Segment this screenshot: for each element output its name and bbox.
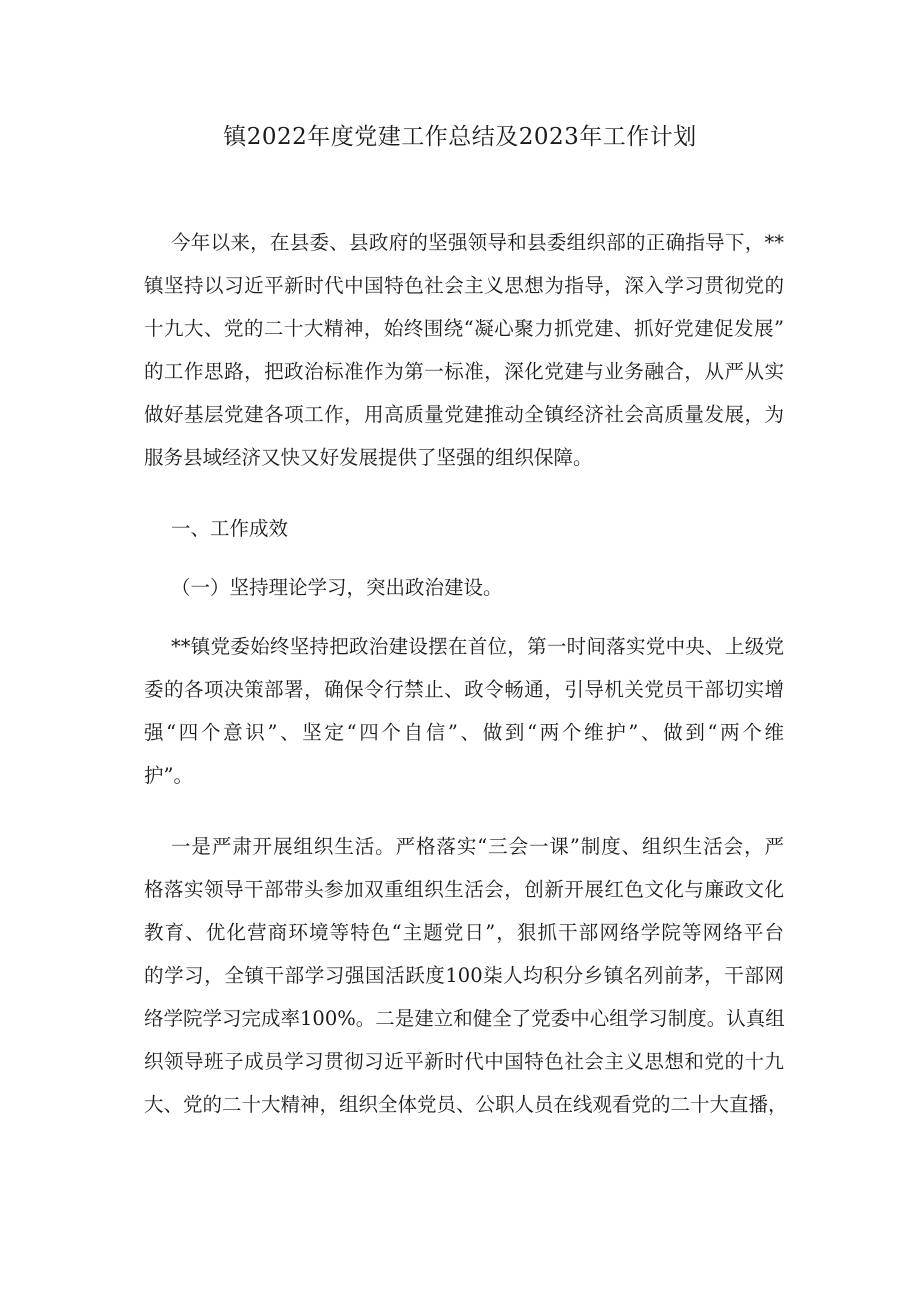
intro-line-4: 的工作思路，把政治标准作为第一标准，深化党建与业务融合，从严从实	[144, 360, 784, 383]
para2-line-2: 委的各项决策部署，确保令行禁止、政令畅通，引导机关党员干部切实增	[144, 678, 784, 701]
document-title: 镇2022年度党建工作总结及2023年工作计划	[223, 124, 697, 150]
para3-line-3: 教育、优化营商环境等特色“主题党日”，狠抓干部网络学院等网络平台	[144, 921, 784, 944]
intro-line-3: 十九大、党的二十大精神，始终围绕“凝心聚力抓党建、抓好党建促发展”	[144, 317, 784, 340]
para3-line-7: 大、党的二十大精神，组织全体党员、公职人员在线观看党的二十大直播，	[144, 1093, 788, 1116]
section-heading: 一、工作成效	[171, 517, 289, 540]
subsection-heading: （一）坚持理论学习，突出政治建设。	[171, 576, 503, 599]
para2-line-4: 护”。	[144, 764, 193, 787]
para3-line-2: 格落实领导干部带头参加双重组织生活会，创新开展红色文化与廉政文化	[144, 878, 784, 901]
intro-line-5: 做好基层党建各项工作，用高质量党建推动全镇经济社会高质量发展，为	[144, 403, 784, 426]
intro-line-6: 服务县域经济又快又好发展提供了坚强的组织保障。	[144, 446, 593, 469]
para2-line-1: **镇党委始终坚持把政治建设摆在首位，第一时间落实党中央、上级党	[171, 635, 784, 658]
para3-line-1: 一是严肃开展组织生活。严格落实“三会一课”制度、组织生活会，严	[171, 835, 784, 858]
para3-line-6: 织领导班子成员学习贯彻习近平新时代中国特色社会主义思想和党的十九	[144, 1050, 784, 1073]
intro-line-1: 今年以来，在县委、县政府的坚强领导和县委组织部的正确指导下，**	[171, 231, 784, 254]
intro-line-2: 镇坚持以习近平新时代中国特色社会主义思想为指导，深入学习贯彻党的	[144, 274, 784, 297]
para3-line-5: 络学院学习完成率100%。二是建立和健全了党委中心组学习制度。认真组	[144, 1007, 785, 1030]
para3-line-4: 的学习，全镇干部学习强国活跃度100柒人均积分乡镇名列前茅，干部网	[144, 964, 784, 987]
para2-line-3: 强“四个意识”、坚定“四个自信”、做到“两个维护”、做到“两个维	[144, 721, 784, 744]
